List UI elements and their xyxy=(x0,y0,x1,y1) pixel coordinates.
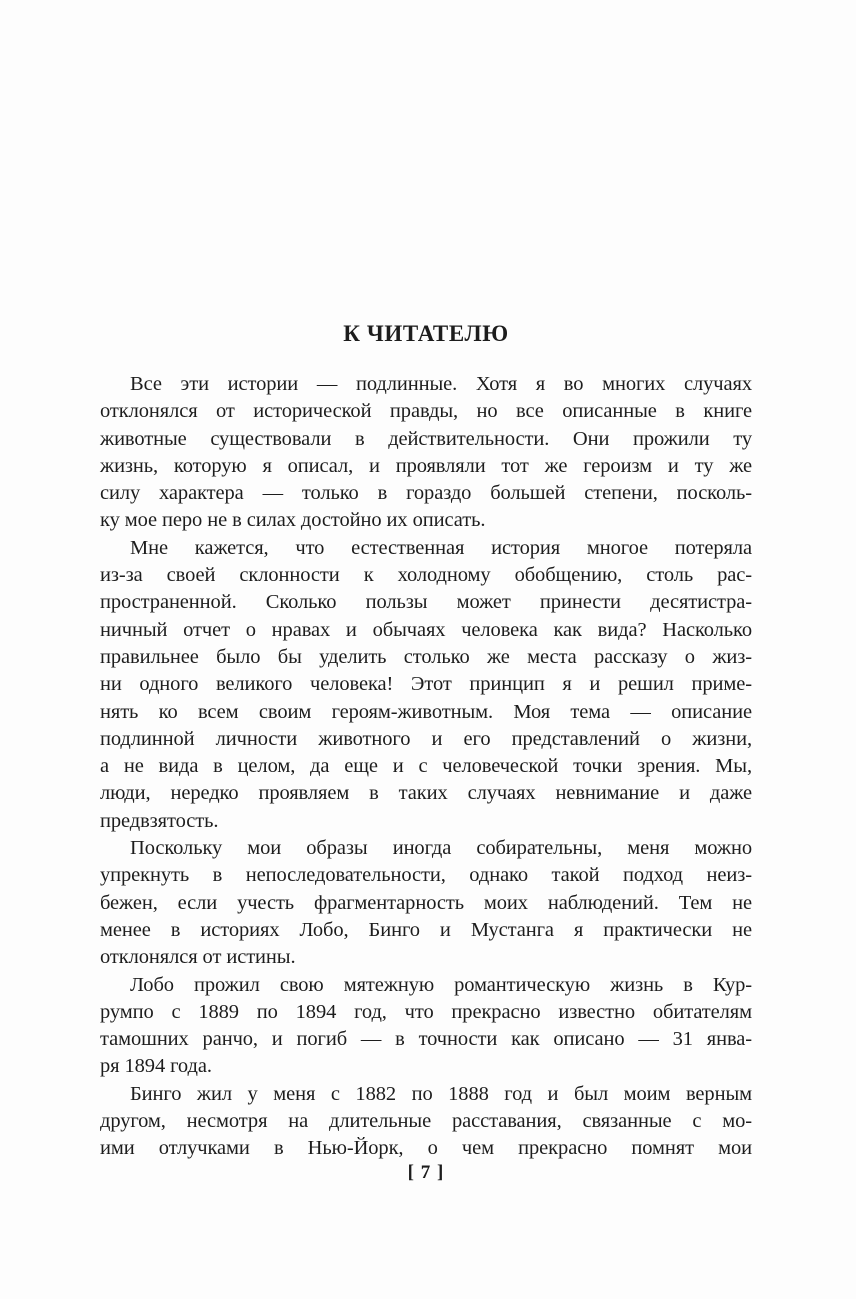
text-line: отклонялся от истины. xyxy=(100,946,296,969)
paragraph xyxy=(100,835,752,971)
text-line: ни одного великого человека! Этот принцип я и решил приме- xyxy=(100,673,752,696)
text-line: Бинго жил у меня с 1882 по 1888 год и был моим верным xyxy=(130,1082,752,1105)
paragraph xyxy=(100,371,752,535)
text-line: тамошних ранчо, и погиб — в точности как описано — 31 янва- xyxy=(100,1028,752,1051)
body-text xyxy=(100,371,752,1163)
text-line: отклонялся от исторической правды, но все описанные в книге xyxy=(100,400,752,423)
text-line: животные существовали в действительности. Они прожили ту xyxy=(100,427,752,450)
text-line: Все эти истории — подлинные. Хотя я во многих случаях xyxy=(130,373,752,395)
paragraph xyxy=(100,1081,752,1163)
text-line: Лобо прожил свою мятежную романтическую жизнь в Кур- xyxy=(130,973,752,996)
text-line: правильнее было бы уделить столько же места рассказу о жиз- xyxy=(100,645,752,668)
text-line: предвзятость. xyxy=(100,809,219,832)
text-line: Поскольку мои образы иногда собирательны, меня можно xyxy=(130,837,752,860)
text-line: жизнь, которую я описал, и проявляли тот же героизм и ту же xyxy=(100,454,752,477)
text-line: менее в историях Лобо, Бинго и Мустанга я практически не xyxy=(100,918,752,941)
text-line: нять ко всем своим героям-животным. Моя тема — описание xyxy=(100,700,752,723)
text-line: другом, несмотря на длительные расставания, связанные с мо- xyxy=(100,1110,752,1133)
page-number: [ 7 ] xyxy=(407,1162,445,1183)
text-line: пространенной. Сколько пользы может принести десятистра- xyxy=(100,591,752,614)
text-line: из-за своей склонности к холодному обобщению, столь рас- xyxy=(100,564,752,587)
text-line: ими отлучками в Нью-Йорк, о чем прекрасно помнят мои xyxy=(100,1137,752,1160)
text-line: ку мое перо не в силах достойно их описать. xyxy=(100,509,486,532)
text-line: ря 1894 года. xyxy=(100,1055,212,1078)
chapter-heading: К ЧИТАТЕЛЮ xyxy=(343,321,509,346)
text-line: люди, нередко проявляем в таких случаях невнимание и даже xyxy=(100,782,752,805)
text-line: Мне кажется, что естественная история многое потеряла xyxy=(130,536,752,559)
paragraph xyxy=(100,972,752,1081)
text-line: а не вида в целом, да еще и с человеческой точки зрения. Мы, xyxy=(100,755,752,778)
text-line: силу характера — только в гораздо большей степени, посколь- xyxy=(100,482,752,505)
text-line: бежен, если учесть фрагментарность моих наблюдений. Тем не xyxy=(100,891,752,914)
text-line: румпо с 1889 по 1894 год, что прекрасно известно обитателям xyxy=(100,1000,752,1023)
text-line: подлинной личности животного и его представлений о жизни, xyxy=(100,727,752,750)
text-line: упрекнуть в непоследовательности, однако такой подход неиз- xyxy=(100,864,752,887)
text-line: ничный отчет о нравах и обычаях человека как вида? Насколько xyxy=(100,618,752,641)
paragraph xyxy=(100,535,752,835)
